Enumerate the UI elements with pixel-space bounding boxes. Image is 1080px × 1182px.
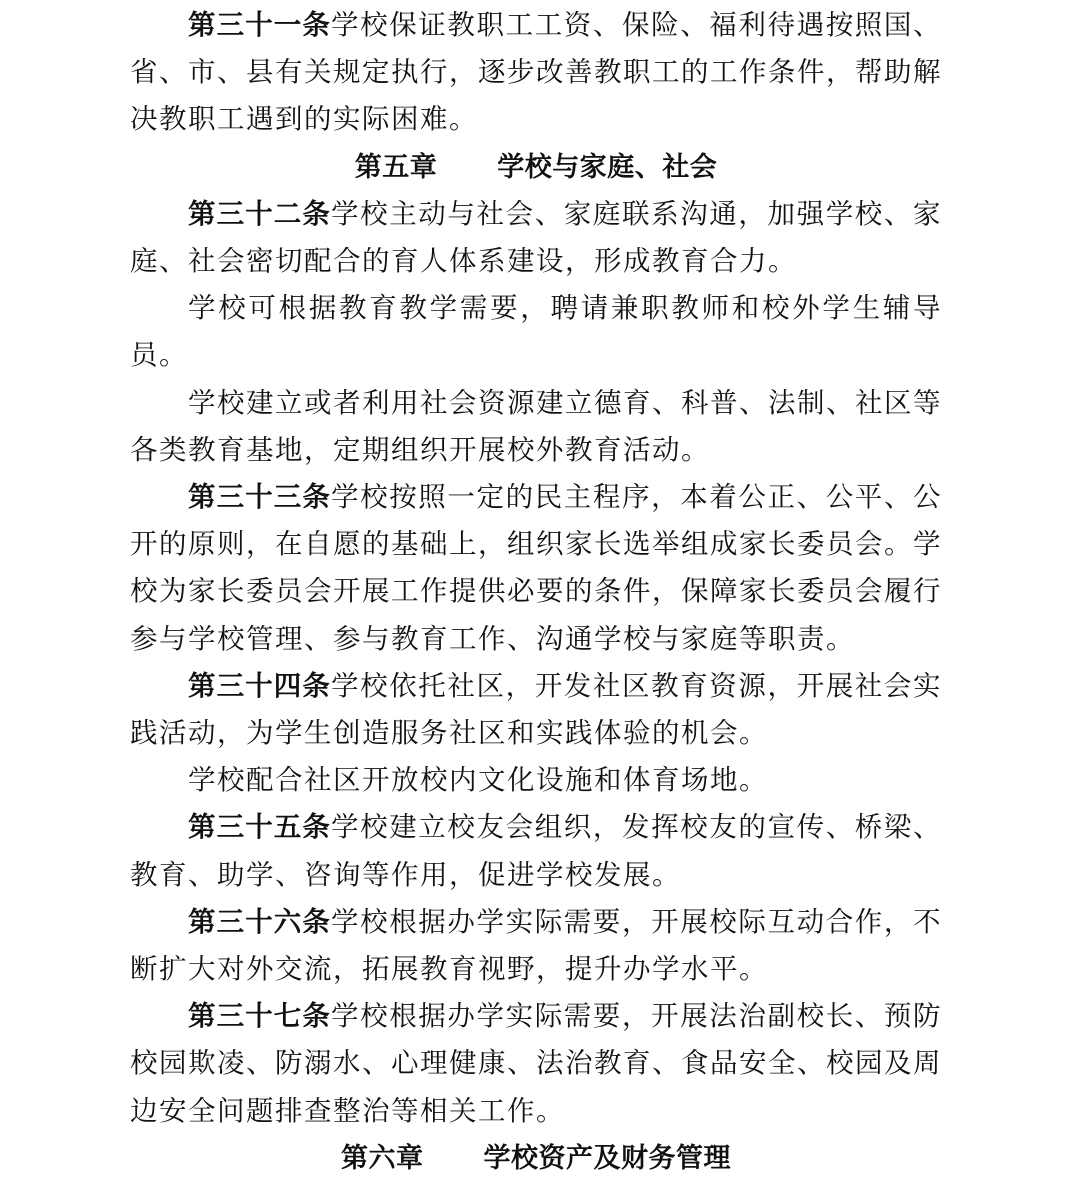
chapter-title: 学校资产及财务管理 (483, 1142, 731, 1174)
article-number: 第三十七条 (188, 1000, 331, 1033)
article-33 (130, 474, 942, 663)
chapter-number: 第五章 (354, 151, 438, 183)
article-36 (130, 899, 942, 993)
chapter-title: 学校与家庭、社会 (497, 151, 718, 183)
paragraph-text: 学校配合社区开放校内文化设施和体育场地。 (188, 764, 768, 797)
article-31 (130, 2, 942, 144)
article-32 (130, 191, 942, 285)
paragraph-text: 学校建立或者利用社会资源建立德育、科普、法制、社区等各类教育基地，定期组织开展校外教育活动。 (130, 386, 942, 466)
article-text: 学校保证教职工工资、保险、福利待遇按照国、省、市、县有关规定执行，逐步改善教职工的工作条件，帮助解决教职工遇到的实际困难。 (130, 9, 942, 136)
chapter-number: 第六章 (341, 1142, 424, 1174)
article-text: 学校根据办学实际需要，开展校际互动合作，不断扩大对外交流，拓展教育视野，提升办学水平。 (130, 905, 942, 986)
article-number: 第三十四条 (188, 669, 331, 702)
article-number: 第三十三条 (188, 481, 331, 514)
article-number: 第三十五条 (188, 811, 331, 844)
article-text: 学校根据办学实际需要，开展法治副校长、预防校园欺凌、防溺水、心理健康、法治教育、食品安全、校园及周边安全问题排查整治等相关工作。 (130, 1000, 942, 1127)
article-number: 第三十六条 (188, 905, 331, 938)
article-number: 第三十二条 (188, 197, 331, 230)
paragraph (130, 757, 942, 804)
article-number: 第三十一条 (188, 9, 331, 41)
article-text: 学校按照一定的民主程序，本着公正、公平、公开的原则，在自愿的基础上，组织家长选举组成家长委员会。学校为家长委员会开展工作提供必要的条件，保障家长委员会履行参与学校管理、参与教育工作、沟通学校与家庭等职责。 (130, 481, 942, 655)
paragraph (130, 285, 942, 379)
paragraph (130, 380, 942, 474)
document-page (130, 0, 942, 1182)
chapter-heading-5 (130, 144, 942, 191)
article-text: 学校依托社区，开发社区教育资源，开展社会实践活动，为学生创造服务社区和实践体验的机会。 (130, 669, 942, 750)
article-34 (130, 663, 942, 757)
article-text: 学校建立校友会组织，发挥校友的宣传、桥梁、教育、助学、咨询等作用，促进学校发展。 (130, 811, 942, 891)
paragraph-text: 学校可根据教育教学需要，聘请兼职教师和校外学生辅导员。 (130, 292, 942, 372)
article-37 (130, 993, 942, 1135)
chapter-heading-6 (130, 1135, 942, 1182)
article-text: 学校主动与社会、家庭联系沟通，加强学校、家庭、社会密切配合的育人体系建设，形成教育合力。 (130, 197, 942, 278)
article-35 (130, 804, 942, 898)
